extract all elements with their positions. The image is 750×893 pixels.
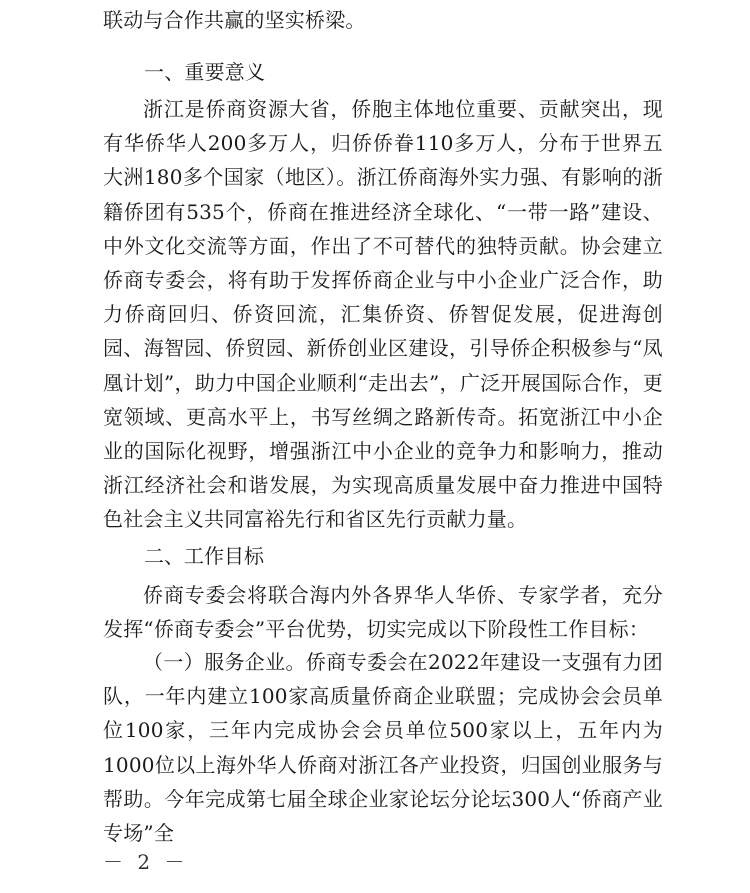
section-heading-importance: 一、重要意义 [144,60,266,84]
section-heading-goals: 二、工作目标 [144,544,264,568]
paragraph-goal-serve-enterprises: （一）服务企业。侨商专委会在2022年建设一支强有力团队，一年内建立100家高质量侨商企业联盟；完成协会会员单位100家，三年内完成协会会员单位500家以上，五年内为1000位以上海外华人侨商对浙江各产业投资，归国创业服务与帮助。今年完成第七届全球企业家论坛分论坛300人“侨商产业专场”全 [103,650,663,846]
continuation-line: 联动与合作共赢的坚实桥梁。 [103,8,366,32]
paragraph-goals-intro: 侨商专委会将联合海内外各界华人华侨、专家学者，充分发挥“侨商专委会”平台优势，切实完成以下阶段性工作目标： [103,583,663,642]
paragraph-importance: 浙江是侨商资源大省，侨胞主体地位重要、贡献突出，现有华侨华人200多万人，归侨侨眷110多万人，分布于世界五大洲180多个国家（地区）。浙江侨商海外实力强、有影响的浙籍侨团有535个，侨商在推进经济全球化、“一带一路”建设、中外文化交流等方面，作出了不可替代的独特贡献。协会建立侨商专委会，将有助于发挥侨商企业与中小企业广泛合作，助力侨商回归、侨资回流，汇集侨资、侨智促发展，促进海创园、海智园、侨贸园、新侨创业区建设，引导侨企积极参与“凤凰计划”，助力中国企业顺利“走出去”，广泛开展国际合作，更宽领域、更高水平上，书写丝绸之路新传奇。拓宽浙江中小企业的国际化视野，增强浙江中小企业的竞争力和影响力，推动浙江经济社会和谐发展，为实现高质量发展中奋力推进中国特色社会主义共同富裕先行和省区先行贡献力量。 [103,97,663,532]
page-number: － 2 － [103,850,189,874]
